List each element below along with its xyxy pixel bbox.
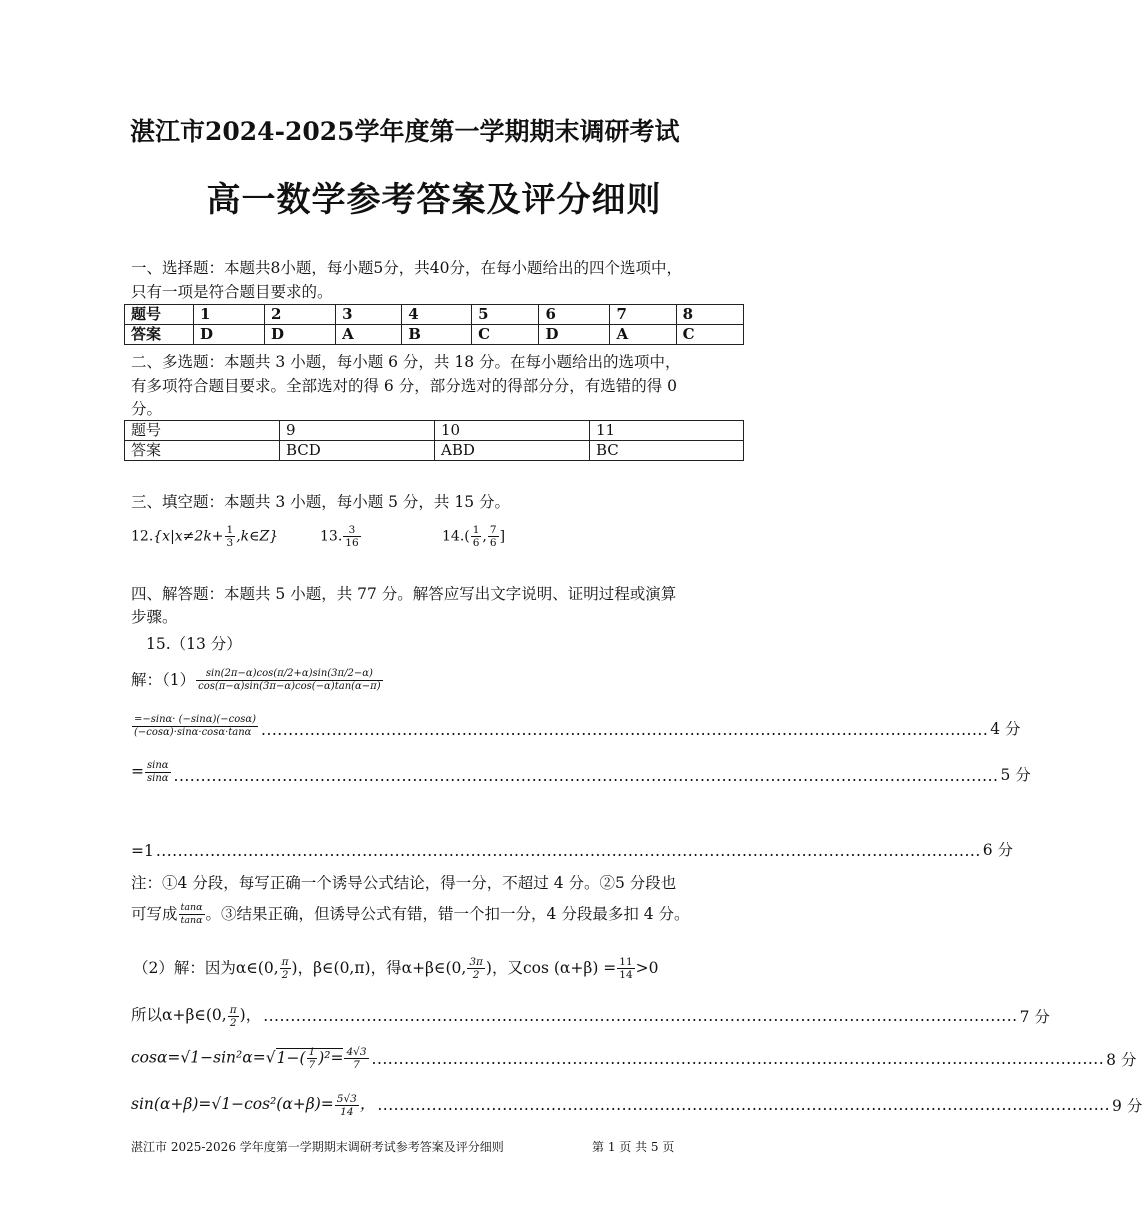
- denominator: 14: [619, 969, 633, 981]
- step7-text-end: )，: [239, 1006, 262, 1024]
- part2-text: （2）解：因为α∈(0,: [133, 959, 279, 977]
- leader-dots: ......................................................................................................................................: [261, 721, 989, 739]
- numerator: 1: [308, 1046, 316, 1058]
- numerator: 1: [226, 524, 234, 536]
- numerator: 4√3: [346, 1046, 367, 1058]
- table-cell: 6: [539, 305, 610, 325]
- denominator: 14: [340, 1105, 354, 1118]
- solution-label: 解：（1）: [131, 671, 196, 689]
- step8-sqrt-text: 1−(: [276, 1048, 306, 1067]
- table-cell: C: [472, 325, 539, 345]
- table-row: [125, 441, 744, 461]
- table-cell: D: [265, 325, 336, 345]
- denominator: 7: [353, 1059, 360, 1071]
- denominator: sinα: [147, 773, 169, 784]
- denominator: 6: [489, 537, 497, 549]
- step9-text: sin(α+β)=√1−cos²(α+β)=: [131, 1095, 334, 1113]
- table-cell: C: [676, 325, 743, 345]
- fill-answer-14: [442, 524, 505, 549]
- table-cell: BC: [590, 441, 744, 461]
- q14-label: 14.(: [442, 528, 470, 545]
- table-cell: 答案: [125, 441, 280, 461]
- numerator: sin(2π−α)cos(π/2+α)sin(3π/2−α): [196, 668, 383, 681]
- note-line1: 注：①4 分段，每写正确一个诱导公式结论，得一分，不超过 4 分。②5 分段也: [131, 874, 677, 892]
- step1-fraction: [132, 714, 258, 739]
- q14-bracket: ]: [499, 528, 506, 545]
- table-row: [125, 421, 744, 441]
- leader-dots: ........................................................................................................................................................: [173, 767, 999, 785]
- fill-answer-13: [320, 524, 362, 549]
- q14-fraction-2: [488, 524, 499, 549]
- cos-value-fraction: [617, 956, 634, 981]
- points-label: 9 分: [1112, 1096, 1142, 1115]
- step7-text: 所以α+β∈(0,: [131, 1006, 227, 1024]
- leader-dots: .......................................................................................................................................: [371, 1049, 1105, 1068]
- numerator: tanα: [180, 902, 203, 913]
- q14-comma: ,: [482, 528, 487, 545]
- denominator: cos(π−α)sin(3π−α)cos(−α)tan(α−π): [198, 681, 381, 692]
- page-number: 第 1 页 共 5 页: [592, 1140, 675, 1154]
- fill-answer-12: [131, 524, 278, 549]
- denominator: tanα: [180, 915, 203, 926]
- numerator: sinα: [147, 760, 169, 771]
- numerator: 7: [489, 524, 497, 536]
- step8-expr: cosα=√1−sin²α=√1−( $\frac{1}{7}$ )²= $\frac{4√3}{7}$: [131, 1046, 367, 1071]
- table-cell: ABD: [435, 441, 590, 461]
- table-cell: 题号: [125, 305, 194, 325]
- q15-title: 15.（13 分）: [146, 635, 242, 653]
- multi-answer-table: [124, 420, 744, 461]
- q14-fraction-1: [471, 524, 482, 549]
- section3-line1: 三、填空题：本题共 3 小题，每小题 5 分，共 15 分。: [131, 493, 511, 511]
- sqrt-body: [276, 1046, 344, 1071]
- q12-expr: {x|x≠2k+: [153, 528, 224, 545]
- table-cell: D: [539, 325, 610, 345]
- note2-fraction: [179, 902, 205, 927]
- note2-text: 可写成: [131, 905, 178, 923]
- part2-text-cos: )，又cos (α+β) =: [485, 959, 617, 977]
- numerator: 1: [472, 524, 480, 536]
- table-cell: B: [402, 325, 472, 345]
- step8-result-fraction: [344, 1046, 368, 1071]
- table-cell: BCD: [280, 441, 435, 461]
- table-cell: 3: [336, 305, 402, 325]
- numerator: π: [229, 1003, 237, 1016]
- section2-line3: 分。: [131, 400, 163, 418]
- denominator: 3: [226, 537, 234, 549]
- q15-step-6: [131, 838, 1014, 860]
- step9-result-fraction: [335, 1093, 359, 1118]
- q12-expr-end: ,k∈Z}: [236, 528, 279, 545]
- step9-text-end: ，: [359, 1095, 376, 1113]
- step8-sqrt-end: )²=: [318, 1048, 344, 1067]
- section2-line2: 有多项符合题目要求。全部选对的得 6 分，部分选对的得部分分，有选错的得 0: [131, 377, 678, 395]
- section4-line2: 步骤。: [131, 608, 178, 626]
- numerator: π: [281, 956, 289, 968]
- points-label: 5 分: [1000, 766, 1031, 784]
- numerator: 3π: [469, 956, 483, 968]
- step7-fraction: [228, 1004, 239, 1029]
- part2-text-end: >0: [635, 959, 659, 977]
- points-label: 7 分: [1019, 1007, 1050, 1026]
- table-cell: 答案: [125, 325, 194, 345]
- three-pi-half-fraction: [467, 956, 485, 981]
- table-cell: A: [336, 325, 402, 345]
- table-cell: 2: [265, 305, 336, 325]
- q15-step-5: [131, 760, 1031, 785]
- section2-line1: 二、多选题：本题共 3 小题，每小题 6 分，共 18 分。在每小题给出的选项中，: [131, 353, 681, 371]
- table-cell: 4: [402, 305, 472, 325]
- denominator: 2: [472, 969, 480, 981]
- points-label: 8 分: [1106, 1050, 1137, 1069]
- table-cell: 9: [280, 421, 435, 441]
- points-label: 4 分: [990, 720, 1021, 738]
- step9-expr: [131, 1092, 375, 1118]
- denominator: 16: [345, 537, 359, 549]
- footer-title: 湛江市 2025-2026 学年度第一学期期末调研考试参考答案及评分细则: [131, 1140, 504, 1154]
- numerator: 11: [619, 956, 633, 968]
- table-cell: 5: [472, 305, 539, 325]
- choice-answer-table: [124, 304, 744, 345]
- title-exam: 湛江市2024-2025学年度第一学期期末调研考试: [130, 117, 680, 146]
- part2-text-mid: )，β∈(0,π)，得α+β∈(0,: [291, 959, 467, 977]
- denominator: 7: [308, 1059, 316, 1071]
- table-cell: D: [194, 325, 265, 345]
- title-answer-key: 高一数学参考答案及评分细则: [206, 180, 662, 220]
- table-row: [125, 325, 744, 345]
- table-cell: 11: [590, 421, 744, 441]
- note2-text-end: 。③结果正确，但诱导公式有错，错一个扣一分，4 分段最多扣 4 分。: [205, 905, 690, 923]
- section1-line2: 只有一项是符合题目要求的。: [131, 283, 333, 301]
- step7-expr: [131, 1003, 261, 1029]
- denominator: 6: [472, 537, 480, 549]
- step2-fraction: [145, 760, 171, 785]
- q15-part1-expression: [131, 668, 384, 693]
- table-cell: 1: [194, 305, 265, 325]
- table-cell: 10: [435, 421, 590, 441]
- table-cell: 7: [610, 305, 676, 325]
- step3-expr: =1: [131, 842, 154, 860]
- denominator: (−cosα)·sinα·cosα·tanα: [134, 727, 252, 738]
- section4-line1: 四、解答题：本题共 5 小题，共 77 分。解答应写出文字说明、证明过程或演算: [131, 585, 677, 603]
- q13-label: 13.: [320, 528, 343, 545]
- step8-text: cosα=√1−sin²α=: [131, 1048, 266, 1067]
- denominator: 2: [229, 1016, 237, 1029]
- step2-expr: = $\frac{\sin\alpha}{\sin\alpha}$: [131, 760, 169, 784]
- table-cell: 8: [676, 305, 743, 325]
- numerator: =−sinα· (−sinα)(−cosα): [134, 714, 257, 725]
- points-label: 6 分: [982, 841, 1014, 859]
- table-cell: 题号: [125, 421, 280, 441]
- q13-fraction: [343, 524, 360, 549]
- numerator: 5√3: [336, 1092, 357, 1105]
- q15-step-8: [131, 1046, 1137, 1071]
- q15-step-4: [131, 714, 1021, 739]
- section1-line1: 一、选择题：本题共8小题，每小题5分，共40分，在每小题给出的四个选项中，: [131, 259, 682, 277]
- table-row: [125, 305, 744, 325]
- step8-inner-fraction: [307, 1046, 318, 1071]
- leader-dots: .......................................................................................................................................: [377, 1095, 1111, 1114]
- leader-dots: ........................................................................................................................................................: [155, 842, 981, 860]
- table-cell: A: [610, 325, 676, 345]
- q15-step-7: [131, 1003, 1050, 1029]
- q15-part2-line: [133, 956, 659, 981]
- denominator: 2: [281, 969, 289, 981]
- expression-fraction: [196, 668, 383, 693]
- numerator: 3: [343, 524, 360, 537]
- q12-label: 12.: [131, 528, 154, 545]
- note-line2: [131, 902, 690, 927]
- q12-fraction: [225, 524, 236, 549]
- pi-half-fraction: [280, 956, 291, 981]
- leader-dots: ...........................................................................................................................................: [263, 1006, 1018, 1025]
- q15-step-9: [131, 1092, 1142, 1118]
